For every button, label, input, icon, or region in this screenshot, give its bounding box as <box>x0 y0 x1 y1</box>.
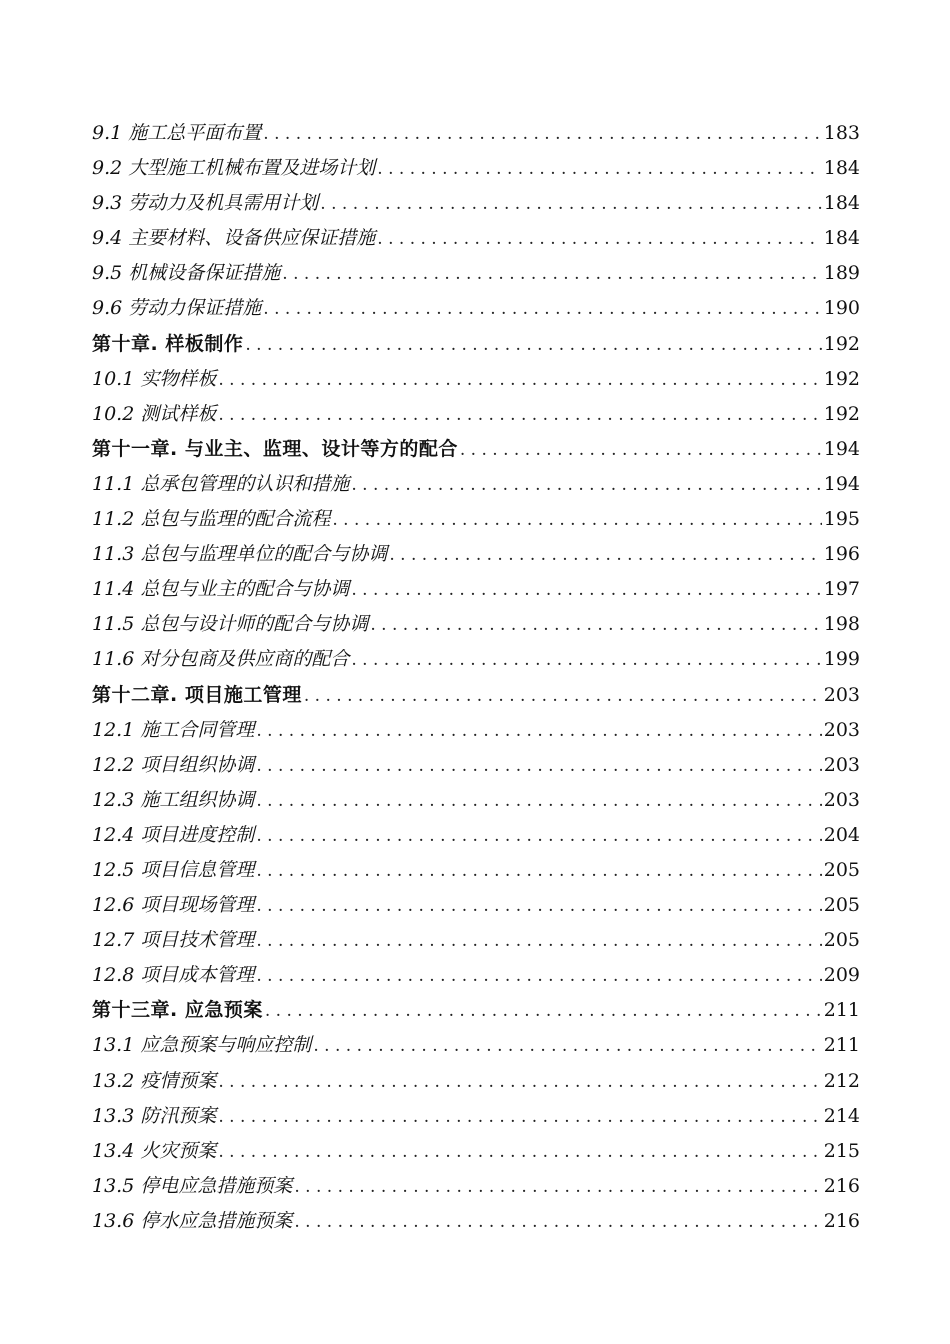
toc-dot-leader <box>282 257 821 291</box>
toc-entry-page-number: 189 <box>823 262 860 285</box>
toc-entry-page-number: 197 <box>823 578 860 601</box>
toc-entry-page-number: 205 <box>823 894 860 917</box>
toc-dot-leader <box>256 749 821 783</box>
toc-section-entry[interactable] <box>92 151 860 186</box>
toc-entry-title: 12.2 项目组织协调 <box>92 753 255 776</box>
toc-section-entry[interactable] <box>92 713 860 748</box>
toc-entry-page-number: 203 <box>823 753 860 776</box>
toc-entry-page-number: 192 <box>823 367 860 390</box>
toc-section-entry[interactable] <box>92 607 860 642</box>
toc-chapter-entry[interactable] <box>92 678 860 713</box>
toc-entry-page-number: 212 <box>823 1069 860 1092</box>
toc-dot-leader <box>377 152 821 186</box>
toc-dot-leader <box>294 1205 821 1239</box>
toc-entry-page-number: 211 <box>823 999 860 1022</box>
toc-entry-title: 第十二章. 项目施工管理 <box>92 683 302 706</box>
toc-entry-title: 11.6 对分包商及供应商的配合 <box>92 648 350 671</box>
toc-entry-title: 12.1 施工合同管理 <box>92 718 255 741</box>
toc-entry-title: 9.4 主要材料、设备供应保证措施 <box>92 227 376 250</box>
toc-entry-title: 11.1 总承包管理的认识和措施 <box>92 472 350 495</box>
toc-entry-title: 9.1 施工总平面布置 <box>92 122 262 144</box>
toc-dot-leader <box>389 538 821 572</box>
toc-entry-page-number: 190 <box>823 297 860 320</box>
toc-section-entry[interactable] <box>92 1064 860 1099</box>
toc-dot-leader <box>256 889 821 923</box>
toc-entry-title: 10.2 测试样板 <box>92 402 217 425</box>
toc-section-entry[interactable] <box>92 397 860 432</box>
toc-entry-page-number: 195 <box>823 508 860 531</box>
toc-dot-leader <box>370 608 821 642</box>
toc-chapter-entry[interactable] <box>92 327 860 362</box>
toc-entry-title: 10.1 实物样板 <box>92 367 217 390</box>
toc-entry-title: 12.7 项目技术管理 <box>92 929 255 952</box>
toc-dot-leader <box>256 959 821 993</box>
toc-dot-leader <box>218 1135 821 1169</box>
toc-section-entry[interactable] <box>92 362 860 397</box>
toc-section-entry[interactable] <box>92 923 860 958</box>
toc-dot-leader <box>218 1100 821 1134</box>
toc-section-entry[interactable] <box>92 572 860 607</box>
toc-entry-page-number: 184 <box>823 157 860 180</box>
toc-entry-page-number: 183 <box>823 122 860 144</box>
toc-dot-leader <box>218 1065 821 1099</box>
toc-entry-page-number: 204 <box>823 823 860 846</box>
toc-dot-leader <box>351 573 821 607</box>
toc-entry-page-number: 192 <box>823 402 860 425</box>
toc-chapter-entry[interactable] <box>92 432 860 467</box>
toc-section-entry[interactable] <box>92 642 860 677</box>
toc-dot-leader <box>263 117 821 151</box>
toc-entry-page-number: 211 <box>823 1034 860 1057</box>
toc-entry-title: 12.6 项目现场管理 <box>92 894 255 917</box>
toc-section-entry[interactable] <box>92 467 860 502</box>
toc-section-entry[interactable] <box>92 853 860 888</box>
toc-section-entry[interactable] <box>92 291 860 326</box>
toc-entry-title: 12.3 施工组织协调 <box>92 788 255 811</box>
toc-entry-title: 13.4 火灾预案 <box>92 1139 217 1162</box>
toc-dot-leader <box>218 398 821 432</box>
toc-dot-leader <box>351 643 821 677</box>
toc-entry-page-number: 205 <box>823 929 860 952</box>
toc-entry-title: 13.2 疫情预案 <box>92 1069 217 1092</box>
toc-dot-leader <box>332 503 821 537</box>
toc-entry-title: 13.3 防汛预案 <box>92 1104 217 1127</box>
toc-entry-page-number: 216 <box>823 1174 860 1197</box>
toc-dot-leader <box>460 433 822 467</box>
toc-dot-leader <box>294 1170 821 1204</box>
toc-section-entry[interactable] <box>92 1028 860 1063</box>
toc-entry-title: 第十三章. 应急预案 <box>92 999 263 1022</box>
toc-section-entry[interactable] <box>92 221 860 256</box>
toc-dot-leader <box>256 784 821 818</box>
toc-entry-page-number: 192 <box>823 332 860 355</box>
toc-chapter-entry[interactable] <box>92 993 860 1028</box>
toc-section-entry[interactable] <box>92 1169 860 1204</box>
toc-entry-title: 9.3 劳动力及机具需用计划 <box>92 192 319 215</box>
toc-entry-title: 13.6 停水应急措施预案 <box>92 1209 293 1232</box>
toc-entry-title: 9.2 大型施工机械布置及进场计划 <box>92 157 376 180</box>
toc-section-entry[interactable] <box>92 1099 860 1134</box>
toc-dot-leader <box>313 1029 821 1063</box>
toc-section-entry[interactable] <box>92 1134 860 1169</box>
toc-dot-leader <box>256 854 821 888</box>
toc-dot-leader <box>265 994 822 1028</box>
toc-entry-page-number: 196 <box>823 543 860 566</box>
toc-section-entry[interactable] <box>92 502 860 537</box>
toc-entry-page-number: 209 <box>823 964 860 987</box>
toc-dot-leader <box>351 468 821 502</box>
toc-dot-leader <box>256 819 821 853</box>
toc-entry-page-number: 205 <box>823 858 860 881</box>
toc-section-entry[interactable] <box>92 888 860 923</box>
toc-entry-page-number: 215 <box>823 1139 860 1162</box>
toc-section-entry[interactable] <box>92 1204 860 1239</box>
toc-entry-page-number: 198 <box>823 613 860 636</box>
toc-entry-page-number: 203 <box>823 683 860 706</box>
toc-dot-leader <box>320 187 821 221</box>
toc-dot-leader <box>218 363 821 397</box>
toc-entry-title: 11.5 总包与设计师的配合与协调 <box>92 613 369 636</box>
toc-section-entry[interactable] <box>92 116 860 151</box>
toc-entry-page-number: 184 <box>823 192 860 215</box>
toc-dot-leader <box>256 714 821 748</box>
toc-section-entry[interactable] <box>92 958 860 993</box>
toc-entry-title: 第十一章. 与业主、监理、设计等方的配合 <box>92 437 458 460</box>
toc-dot-leader <box>377 222 821 256</box>
toc-dot-leader <box>245 328 821 362</box>
toc-entry-title: 13.1 应急预案与响应控制 <box>92 1034 312 1057</box>
toc-entry-title: 12.5 项目信息管理 <box>92 858 255 881</box>
toc-dot-leader <box>256 924 821 958</box>
toc-section-entry[interactable] <box>92 256 860 291</box>
toc-entry-title: 第十章. 样板制作 <box>92 332 244 355</box>
toc-entry-page-number: 203 <box>823 718 860 741</box>
toc-dot-leader <box>304 679 822 713</box>
toc-section-entry[interactable] <box>92 186 860 221</box>
toc-section-entry[interactable] <box>92 537 860 572</box>
toc-entry-page-number: 214 <box>823 1104 860 1127</box>
toc-entry-title: 11.2 总包与监理的配合流程 <box>92 508 331 531</box>
toc-entry-page-number: 194 <box>823 437 860 460</box>
toc-entry-page-number: 203 <box>823 788 860 811</box>
toc-section-entry[interactable] <box>92 783 860 818</box>
toc-entry-title: 11.3 总包与监理单位的配合与协调 <box>92 543 388 566</box>
toc-entry-page-number: 194 <box>823 472 860 495</box>
toc-entry-page-number: 199 <box>823 648 860 671</box>
toc-section-entry[interactable] <box>92 748 860 783</box>
toc-entry-title: 9.6 劳动力保证措施 <box>92 297 262 320</box>
toc-entry-title: 13.5 停电应急措施预案 <box>92 1174 293 1197</box>
toc-entry-title: 12.8 项目成本管理 <box>92 964 255 987</box>
toc-entry-page-number: 184 <box>823 227 860 250</box>
toc-entry-page-number: 216 <box>823 1209 860 1232</box>
toc-dot-leader <box>263 292 821 326</box>
toc-entry-title: 9.5 机械设备保证措施 <box>92 262 281 285</box>
table-of-contents <box>92 116 860 1239</box>
toc-section-entry[interactable] <box>92 818 860 853</box>
toc-entry-title: 12.4 项目进度控制 <box>92 823 255 846</box>
toc-entry-title: 11.4 总包与业主的配合与协调 <box>92 578 350 601</box>
